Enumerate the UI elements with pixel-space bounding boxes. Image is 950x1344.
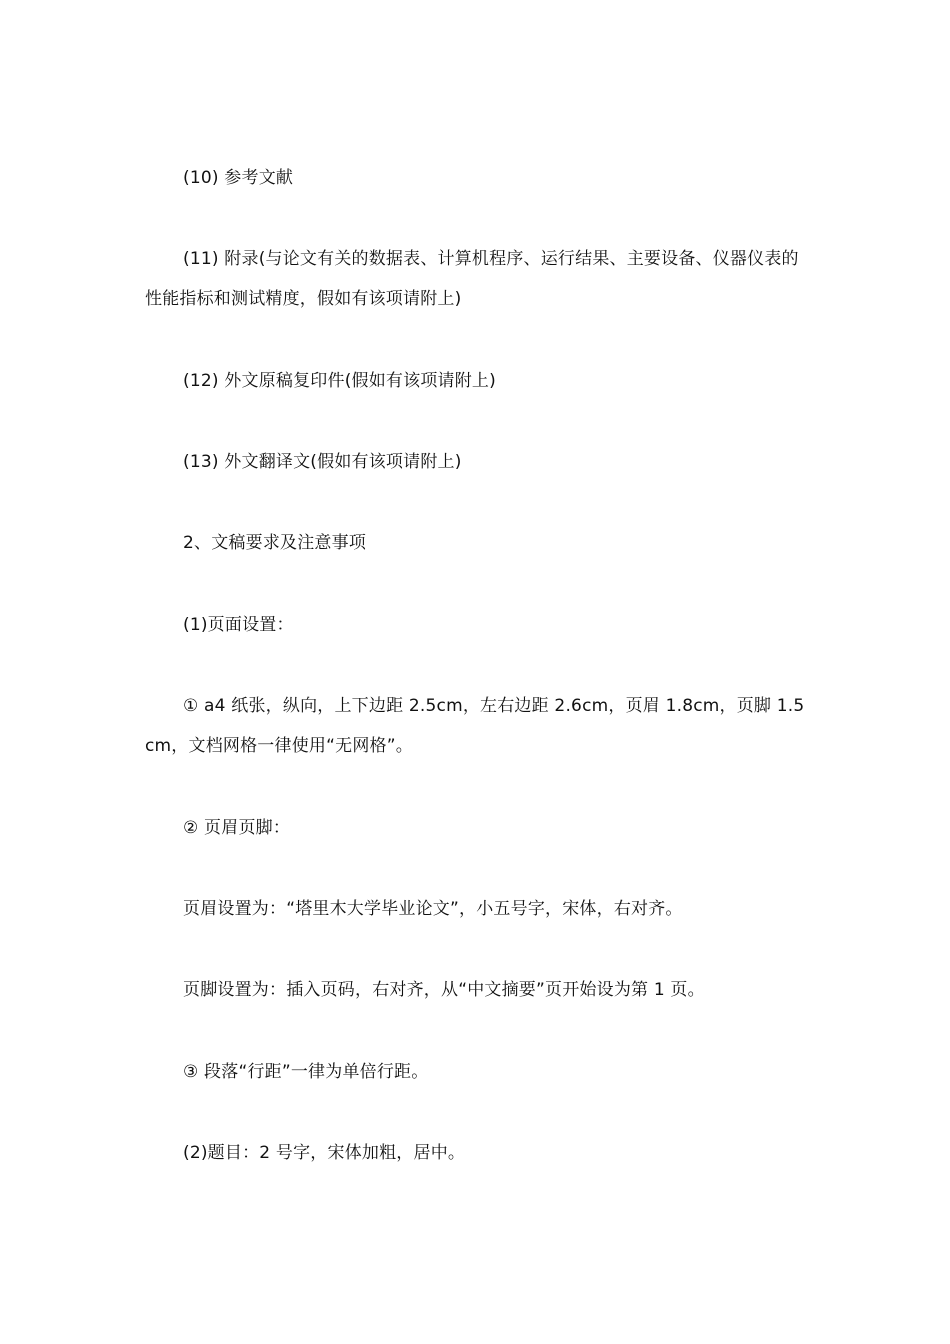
paragraph-line-spacing: ③ 段落“行距”一律为单倍行距。 (183, 1062, 429, 1082)
paragraph-appendix: (11) 附录(与论文有关的数据表、计算机程序、运行结果、主要设备、仪器仪表的性能指标和测试精度，假如有该项请附上) (145, 249, 799, 309)
paragraph-paper-margins: ① a4 纸张，纵向，上下边距 2.5cm，左右边距 2.6cm，页眉 1.8cm，页脚 1.5cm，文档网格一律使用“无网格”。 (145, 696, 805, 756)
subheading-header-footer: ② 页眉页脚： (183, 818, 291, 838)
paragraph-header-setting: 页眉设置为：“塔里木大学毕业论文”，小五号字，宋体，右对齐。 (183, 899, 683, 919)
paragraph-foreign-translation: (13) 外文翻译文(假如有该项请附上) (183, 452, 462, 472)
paragraph-foreign-original: (12) 外文原稿复印件(假如有该项请附上) (183, 371, 496, 391)
paragraph-title-format: (2)题目：2 号字，宋体加粗，居中。 (183, 1143, 466, 1163)
paragraph-footer-setting: 页脚设置为：插入页码，右对齐，从“中文摘要”页开始设为第 1 页。 (183, 980, 705, 1000)
section-heading-manuscript-requirements: 2、文稿要求及注意事项 (183, 533, 367, 553)
subheading-page-setup: (1)页面设置： (183, 615, 294, 635)
paragraph-references: (10) 参考文献 (183, 168, 294, 188)
